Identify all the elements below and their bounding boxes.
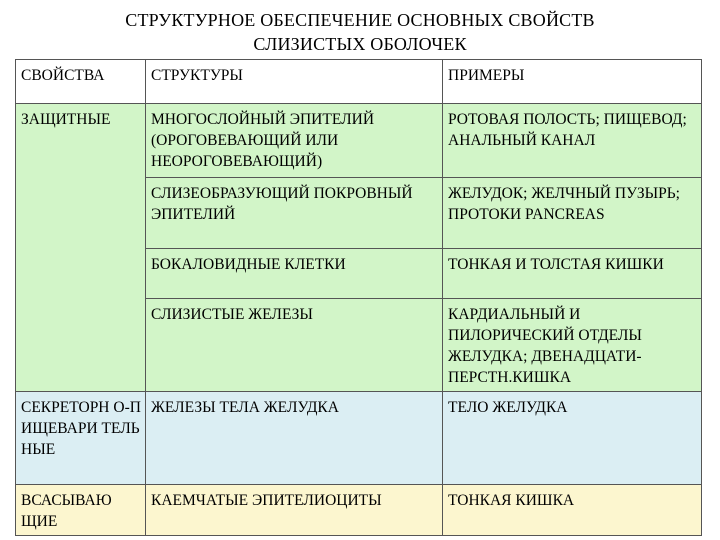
- structure-cell: СЛИЗЕОБРАЗУЮЩИЙ ПОКРОВНЫЙ ЭПИТЕЛИЙ: [146, 178, 443, 249]
- structure-cell: МНОГОСЛОЙНЫЙ ЭПИТЕЛИЙ (ОРОГОВЕВАЮЩИЙ ИЛИ НЕОРОГОВЕВАЮЩИЙ): [146, 104, 443, 178]
- properties-table: [15, 59, 702, 536]
- structure-cell: КАЕМЧАТЫЕ ЭПИТЕЛИОЦИТЫ: [146, 485, 443, 536]
- table-row: [16, 485, 702, 536]
- page-title: [0, 8, 720, 56]
- property-cell-protective: ЗАЩИТНЫЕ: [16, 104, 146, 392]
- example-cell: ЖЕЛУДОК; ЖЕЛЧНЫЙ ПУЗЫРЬ; ПРОТОКИ PANCREAS: [443, 178, 702, 249]
- structure-cell: ЖЕЛЕЗЫ ТЕЛА ЖЕЛУДКА: [146, 392, 443, 485]
- title-line-2: СЛИЗИСТЫХ ОБОЛОЧЕК: [253, 34, 467, 54]
- example-cell: РОТОВАЯ ПОЛОСТЬ; ПИЩЕВОД; АНАЛЬНЫЙ КАНАЛ: [443, 104, 702, 178]
- header-examples: ПРИМЕРЫ: [443, 60, 702, 104]
- example-cell: ТОНКАЯ КИШКА: [443, 485, 702, 536]
- property-cell-secretory: СЕКРЕТОРН О-ПИЩЕВАРИ ТЕЛЬНЫЕ: [16, 392, 146, 485]
- table-row: [16, 104, 702, 178]
- title-line-1: СТРУКТУРНОЕ ОБЕСПЕЧЕНИЕ ОСНОВНЫХ СВОЙСТВ: [125, 10, 595, 30]
- table-row: [16, 392, 702, 485]
- header-structures: СТРУКТУРЫ: [146, 60, 443, 104]
- table-header-row: [16, 60, 702, 104]
- structure-cell: СЛИЗИСТЫЕ ЖЕЛЕЗЫ: [146, 299, 443, 392]
- structure-cell: БОКАЛОВИДНЫЕ КЛЕТКИ: [146, 249, 443, 299]
- header-properties: СВОЙСТВА: [16, 60, 146, 104]
- property-cell-absorptive: ВСАСЫВАЮ ЩИЕ: [16, 485, 146, 536]
- example-cell: КАРДИАЛЬНЫЙ И ПИЛОРИЧЕСКИЙ ОТДЕЛЫ ЖЕЛУДКА; ДВЕНАДЦАТИ-ПЕРСТН.КИШКА: [443, 299, 702, 392]
- example-cell: ТЕЛО ЖЕЛУДКА: [443, 392, 702, 485]
- example-cell: ТОНКАЯ И ТОЛСТАЯ КИШКИ: [443, 249, 702, 299]
